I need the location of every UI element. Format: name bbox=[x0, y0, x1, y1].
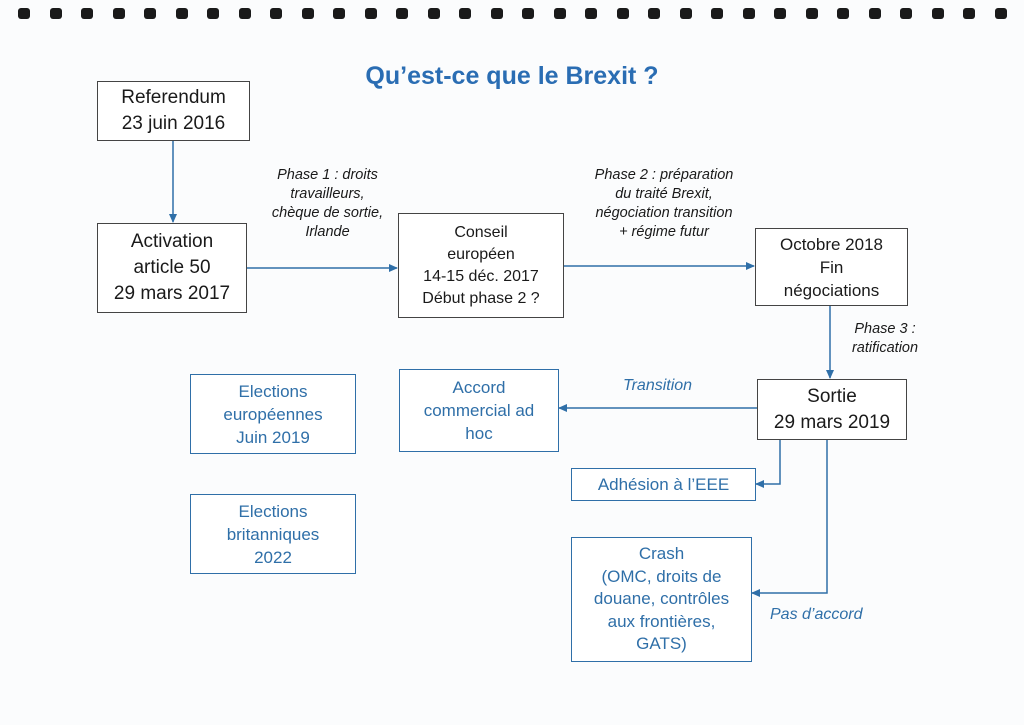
box-conseil-europeen bbox=[398, 213, 564, 318]
elections-eu-line-2: européennes bbox=[223, 404, 323, 424]
activation-line-3: 29 mars 2017 bbox=[113, 283, 231, 304]
box-elections-britanniques bbox=[190, 494, 356, 574]
conseil-line-3: 14-15 déc. 2017 bbox=[423, 267, 539, 285]
crash-line-1: Crash bbox=[638, 544, 685, 564]
crash-line-2: (OMC, droits de bbox=[601, 566, 722, 586]
transition-label: Transition bbox=[623, 377, 693, 394]
elections-uk-line-2: britanniques bbox=[226, 524, 320, 544]
accord-line-2: commercial ad bbox=[423, 401, 535, 420]
phase1-line-1: Phase 1 : droits bbox=[277, 167, 378, 183]
sortie-line-2: 29 mars 2019 bbox=[773, 411, 891, 433]
pas-accord-label: Pas d’accord bbox=[770, 606, 863, 623]
activation-line-2: article 50 bbox=[133, 257, 211, 278]
octobre-line-3: négociations bbox=[783, 280, 880, 300]
phase1-line-3: chèque de sortie, bbox=[271, 205, 384, 221]
elections-uk-line-1: Elections bbox=[238, 501, 308, 521]
arrow-sortie-crash bbox=[752, 440, 827, 593]
elections-eu-line-3: Juin 2019 bbox=[236, 427, 310, 447]
conseil-line-2: européen bbox=[447, 245, 515, 263]
referendum-line-1: Referendum bbox=[121, 87, 226, 108]
elections-uk-line-3: 2022 bbox=[254, 547, 292, 567]
octobre-line-1: Octobre 2018 bbox=[779, 234, 883, 254]
phase-3-label bbox=[835, 320, 935, 358]
accord-line-1: Accord bbox=[452, 378, 506, 397]
box-referendum bbox=[97, 81, 250, 141]
adhesion-line-1: Adhésion à l’EEE bbox=[597, 475, 730, 494]
crash-line-3: douane, contrôles bbox=[593, 589, 730, 609]
accord-line-3: hoc bbox=[465, 424, 493, 443]
phase2-line-1: Phase 2 : préparation bbox=[594, 167, 734, 183]
sortie-line-1: Sortie bbox=[807, 385, 857, 407]
phase-1-label bbox=[250, 166, 405, 242]
arrow-sortie-adhesion bbox=[756, 440, 780, 484]
phase-2-label bbox=[568, 166, 760, 242]
box-adhesion-eee bbox=[571, 468, 756, 501]
referendum-line-2: 23 juin 2016 bbox=[121, 113, 226, 134]
page-title: Qu’est-ce que le Brexit ? bbox=[365, 62, 659, 90]
box-accord-commercial bbox=[399, 369, 559, 452]
activation-line-1: Activation bbox=[130, 231, 214, 252]
phase1-line-4: Irlande bbox=[305, 224, 350, 240]
phase2-line-4: + régime futur bbox=[619, 224, 709, 240]
phase2-line-2: du traité Brexit, bbox=[615, 186, 713, 202]
box-sortie bbox=[757, 379, 907, 440]
octobre-line-2: Fin bbox=[819, 257, 844, 277]
crash-line-5: GATS) bbox=[636, 634, 687, 654]
conseil-line-4: Début phase 2 ? bbox=[422, 289, 540, 307]
elections-eu-line-1: Elections bbox=[238, 381, 308, 401]
box-crash bbox=[571, 537, 752, 662]
crash-line-4: aux frontières, bbox=[607, 611, 716, 631]
phase2-line-3: négociation transition bbox=[595, 205, 733, 221]
box-activation bbox=[97, 223, 247, 313]
phase3-line-1: Phase 3 : bbox=[854, 321, 916, 337]
conseil-line-1: Conseil bbox=[454, 223, 508, 241]
phase1-line-2: travailleurs, bbox=[290, 186, 365, 202]
phase3-line-2: ratification bbox=[851, 340, 919, 356]
box-octobre-2018 bbox=[755, 228, 908, 306]
box-elections-europeennes bbox=[190, 374, 356, 454]
